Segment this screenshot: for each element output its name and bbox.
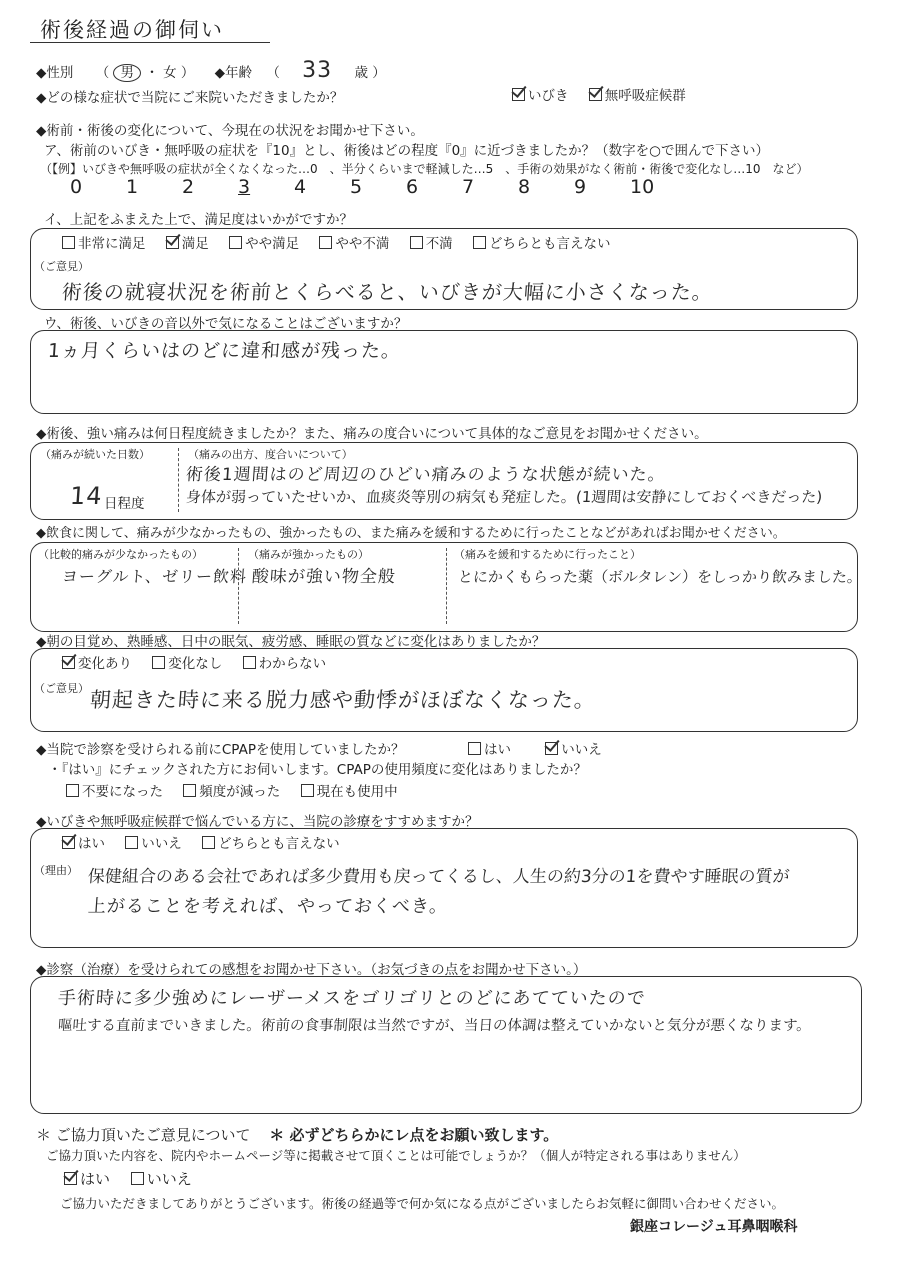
change-example: （【例】いびきや無呼吸の症状が全くなくなった…0 、半分くらいまで軽減した…5 、手術の効果がなく術前・術後で変化なし…10 など） [40,162,809,176]
pain-degree-line2[interactable]: 身体が弱っていたせいか、血痰炎等別の病気も発症した。(1週間は安静にしておくべきだった) [185,488,823,506]
food-divider-2 [446,548,447,624]
age-value[interactable]: 33 [302,58,333,83]
other-question: ウ、術後、いびきの音以外で気になることはございますか？ [44,316,408,332]
change-question-a: ア、術前のいびき・無呼吸の症状を『10』とし、術後はどの程度『0』に近づきましたか？（数字を○で囲んで下さい） [44,143,769,159]
score-2[interactable]: 2 [182,176,195,198]
checkbox-icon[interactable] [131,1172,144,1185]
impression-line1[interactable]: 手術時に多少強めにレーザーメスをゴリゴリとのどにあてていたので [57,988,647,1009]
age-unit: 歳 [354,65,368,81]
checkbox-icon[interactable] [64,1172,77,1185]
food-relief-value[interactable]: とにかくもらった薬（ボルタレン）をしっかり飲みました。 [457,568,863,586]
pain-days-label: （痛みが続いた日数） [40,448,150,461]
option-somewhat-dissatisfied[interactable]: やや不満 [319,236,389,252]
cpap-sub-question: ・『はい』にチェックされた方にお伺いします。CPAPの使用頻度に変化はありましたか？ [48,762,587,778]
recommend-reason-label: （理由） [34,864,78,877]
option-no-change[interactable]: 変化なし [152,656,222,672]
checkbox-icon[interactable] [125,836,138,849]
title-underline [30,42,270,43]
checkbox-icon[interactable] [410,236,423,249]
food-strong-value[interactable]: 酸味が強い物全般 [251,567,397,587]
cpap-sub-options [66,780,414,800]
gender-separator: ・ [145,65,159,81]
satisfaction-opinion[interactable]: 術後の就寝状況を術前とくらべると、いびきが大幅に小さくなった。 [61,280,714,304]
checkbox-icon[interactable] [183,784,196,797]
option-recommend-neither[interactable]: どちらとも言えない [202,836,340,852]
option-recommend-yes[interactable]: はい [62,836,105,852]
checkbox-icon[interactable] [473,236,486,249]
page-title: 術後経過の御伺い [40,18,224,42]
impression-line2[interactable]: 嘔吐する直前までいきました。術前の食事制限は当然ですが、当日の体調は整えていかないと気分が悪くなります。 [57,1018,812,1034]
checkbox-icon[interactable] [62,236,75,249]
option-satisfied[interactable]: 満足 [166,236,209,252]
checkbox-icon[interactable] [512,88,525,101]
score-scale [70,176,686,198]
food-less-label: （比較的痛みが少なかったもの） [38,548,203,561]
option-unknown[interactable]: わからない [243,656,327,672]
checkbox-icon[interactable] [62,836,75,849]
pain-degree-line1[interactable]: 術後1週間はのど周辺のひどい痛みのような状態が続いた。 [185,465,667,485]
checkbox-icon[interactable] [468,742,481,755]
symptom-question: ◆どの様な症状で当院にご来院いただきましたか？ [36,90,344,106]
option-less-frequent[interactable]: 頻度が減った [183,784,280,800]
checkbox-icon[interactable] [545,742,558,755]
morning-opinion-label: （ご意見） [34,682,89,695]
checkbox-icon[interactable] [589,88,602,101]
score-1[interactable]: 1 [126,176,139,198]
food-relief-label: （痛みを緩和するために行ったこと） [454,548,641,561]
score-0[interactable]: 0 [70,176,83,198]
option-consent-no[interactable]: いいえ [131,1170,192,1188]
checkbox-icon[interactable] [62,656,75,669]
option-still-using[interactable]: 現在も使用中 [301,784,398,800]
checkbox-icon[interactable] [229,236,242,249]
score-7[interactable]: 7 [462,176,475,198]
pain-days-unit: 日程度 [104,496,145,512]
consent-heading [36,1124,558,1145]
recommend-reason-line1[interactable]: 保健組合のある会社であれば多少費用も戻ってくるし、人生の約3分の1を費やす睡眠の質が [87,867,791,887]
option-somewhat-satisfied[interactable]: やや満足 [229,236,299,252]
option-not-needed[interactable]: 不要になった [66,784,163,800]
option-very-satisfied[interactable]: 非常に満足 [62,236,146,252]
cpap-question: ◆当院で診察を受けられる前にCPAPを使用していましたか？ [36,742,405,758]
score-8[interactable]: 8 [518,176,531,198]
consent-heading-1: ＊ ご協力頂いたご意見について [36,1126,251,1144]
morning-options [62,652,342,672]
score-10[interactable]: 10 [630,176,655,198]
food-strong-label: （痛みが強かったもの） [248,548,369,561]
recommend-options [62,832,356,852]
option-changed[interactable]: 変化あり [62,656,132,672]
option-consent-yes[interactable]: はい [64,1170,110,1188]
option-neither[interactable]: どちらとも言えない [473,236,611,252]
score-5[interactable]: 5 [350,176,363,198]
cpap-options [468,738,618,758]
recommend-question: ◆いびきや無呼吸症候群で悩んでいる方に、当院の診療をすすめますか？ [36,814,479,830]
option-dissatisfied[interactable]: 不満 [410,236,453,252]
checkbox-icon[interactable] [301,784,314,797]
gender-male-option[interactable]: 男 [113,64,141,82]
checkbox-icon[interactable] [66,784,79,797]
checkbox-icon[interactable] [152,656,165,669]
satisfaction-question: イ、上記をふまえた上で、満足度はいかがですか？ [44,212,354,228]
option-snoring[interactable]: いびき [512,88,569,104]
pain-days-value[interactable]: 14 [69,482,104,510]
pain-divider [178,448,179,512]
symptom-options [512,84,702,104]
gender-label: ◆性別 [36,65,74,81]
score-9[interactable]: 9 [574,176,587,198]
consent-text: ご協力頂いた内容を、院内やホームページ等に掲載させて頂くことは可能でしょうか？（個人が特定される事はありません） [46,1148,746,1163]
satisfaction-options [62,232,626,252]
morning-opinion[interactable]: 朝起きた時に来る脱力感や動悸がほぼなくなった。 [89,688,597,712]
option-apnea[interactable]: 無呼吸症候群 [589,88,686,104]
other-answer[interactable]: 1ヵ月くらいはのどに違和感が残った。 [47,340,402,362]
age-label: ◆年齢 [214,65,253,81]
consent-options [64,1168,208,1189]
impression-question: ◆診察（治療）を受けられての感想をお聞かせ下さい。（お気づきの点をお聞かせ下さい。） [36,962,587,978]
checkbox-icon[interactable] [202,836,215,849]
clinic-name: 銀座コレージュ耳鼻咽喉科 [630,1219,798,1235]
checkbox-icon[interactable] [319,236,332,249]
thanks-message: ご協力いただきましてありがとうございます。術後の経過等で何か気になる点がございましたらお気軽に御問い合わせください。 [60,1196,785,1211]
score-6[interactable]: 6 [406,176,419,198]
profile-row: ◆性別 （ 男 ・ 女 ） ◆年齢 （ 33 歳 ） [36,58,386,83]
food-question: ◆飲食に関して、痛みが少なかったもの、強かったもの、また痛みを緩和するために行ったことなどがあればお聞かせください。 [36,526,786,541]
score-3[interactable]: 3 [238,176,251,198]
consent-heading-2: ＊ 必ずどちらかにレ点をお願い致します。 [269,1126,559,1144]
change-heading: ◆術前・術後の変化について、今現在の状況をお聞かせ下さい。 [36,123,424,139]
option-cpap-yes[interactable]: はい [468,742,511,758]
checkbox-icon[interactable] [166,236,179,249]
pain-degree-label: （痛みの出方、度合いについて） [188,448,353,461]
score-4[interactable]: 4 [294,176,307,198]
gender-female-option[interactable]: 女 [163,65,177,81]
morning-question: ◆朝の目覚め、熟睡感、日中の眠気、疲労感、睡眠の質などに変化はありましたか？ [36,634,546,650]
recommend-reason-line2[interactable]: 上がることを考えれば、やっておくべき。 [87,896,449,917]
checkbox-icon[interactable] [243,656,256,669]
pain-question: ◆術後、強い痛みは何日程度続きましたか？また、痛みの度合いについて具体的なご意見をお聞かせください。 [36,426,708,442]
food-less-value[interactable]: ヨーグルト、ゼリー飲料 [61,567,248,586]
opinion-label: （ご意見） [34,260,89,273]
option-cpap-no[interactable]: いいえ [545,742,602,758]
option-recommend-no[interactable]: いいえ [125,836,182,852]
